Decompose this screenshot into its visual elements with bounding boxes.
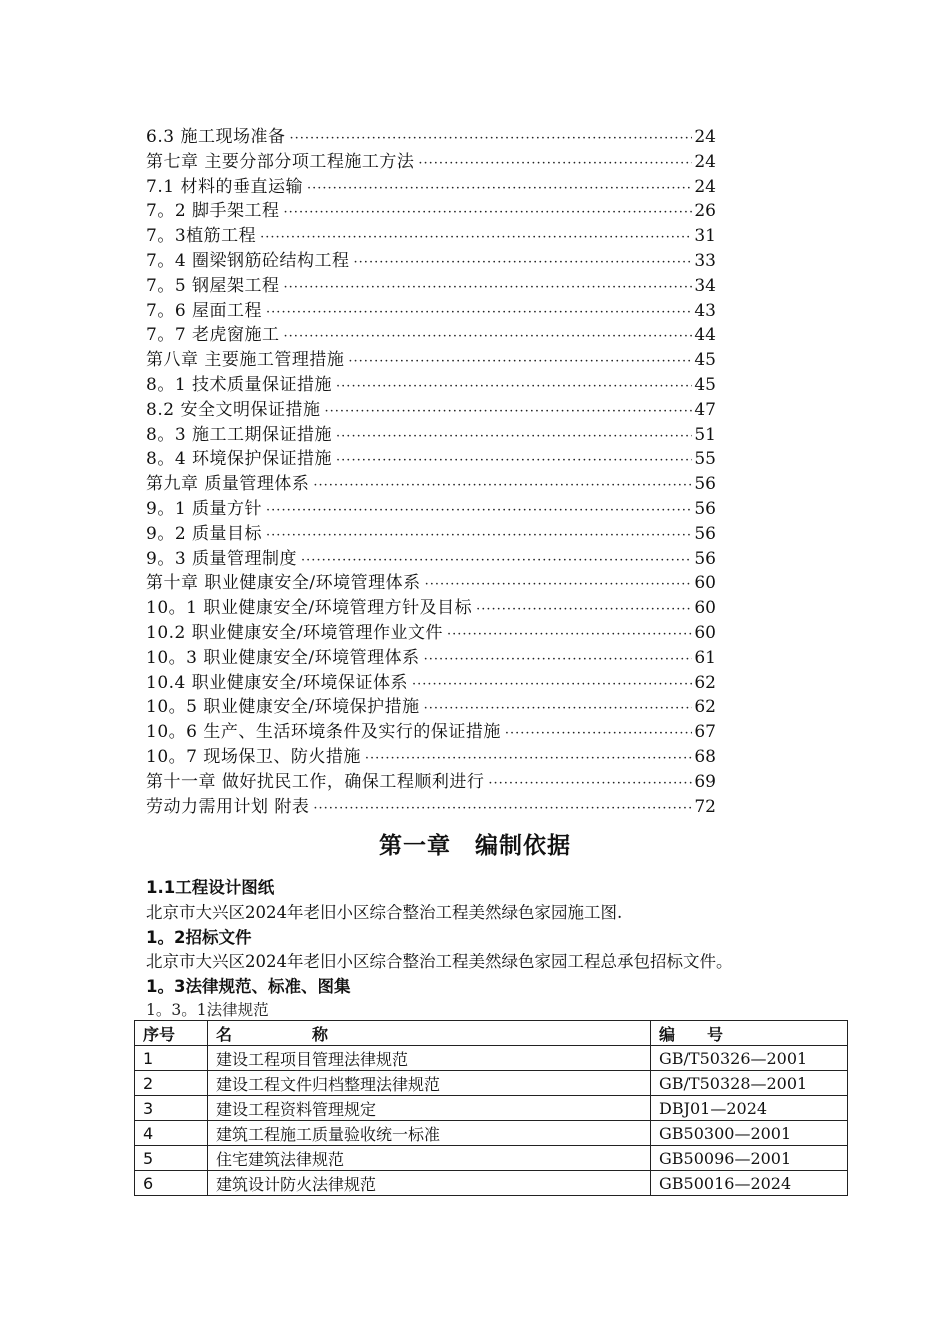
toc-entry: [146, 695, 716, 720]
toc-leader-dots: [260, 226, 692, 251]
toc-entry-page: 62: [694, 697, 716, 718]
row-number: 2: [135, 1071, 208, 1096]
toc-entry-page: 24: [694, 151, 716, 172]
toc-entry: [146, 596, 716, 621]
toc-entry-page: 60: [694, 622, 716, 643]
chapter-title: 第一章 编制依据: [379, 833, 571, 859]
toc-entry-page: 67: [694, 722, 716, 743]
toc-entry-label: 10。1 职业健康安全/环境管理方针及目标: [146, 598, 473, 619]
toc-leader-dots: [424, 697, 693, 722]
toc-entry-label: 9。3 质量管理制度: [146, 548, 298, 569]
toc-leader-dots: [284, 325, 693, 350]
toc-entry: [146, 646, 716, 671]
toc-leader-dots: [307, 177, 692, 202]
header-code: 编 号: [651, 1021, 848, 1046]
subsection-heading-laws: 1。3。1法律规范: [146, 1001, 269, 1019]
toc-entry-label: 7.1 材料的垂直运输: [146, 176, 303, 197]
toc-entry-label: 10.4 职业健康安全/环境保证体系: [146, 672, 408, 693]
toc-entry-page: 26: [694, 201, 716, 222]
toc-entry-label: 第十章 职业健康安全/环境管理体系: [146, 573, 421, 594]
toc-entry-page: 34: [694, 275, 716, 296]
toc-entry: [146, 423, 716, 448]
toc-entry-page: 56: [694, 548, 716, 569]
toc-entry-page: 69: [694, 771, 716, 792]
toc-leader-dots: [336, 375, 692, 400]
toc-entry-page: 60: [694, 598, 716, 619]
toc-entry-label: 8.2 安全文明保证措施: [146, 399, 321, 420]
row-number: 6: [135, 1171, 208, 1196]
toc-entry-label: 6.3 施工现场准备: [146, 127, 286, 147]
toc-leader-dots: [301, 549, 692, 574]
toc-leader-dots: [425, 573, 693, 598]
row-number: 4: [135, 1121, 208, 1146]
table-row: [135, 1146, 848, 1171]
row-code: DBJ01—2024: [651, 1096, 848, 1121]
toc-entry-label: 第七章 主要分部分项工程施工方法: [146, 151, 415, 172]
row-name: 建筑设计防火法律规范: [208, 1171, 651, 1196]
toc-entry: [146, 547, 716, 572]
toc-entry: [146, 522, 716, 547]
row-name: 建设工程文件归档整理法律规范: [208, 1071, 651, 1096]
toc-entry-label: 10。3 职业健康安全/环境管理体系: [146, 647, 420, 668]
toc-entry: [146, 373, 716, 398]
toc-entry-label: 7。7 老虎窗施工: [146, 325, 280, 346]
section-heading-tender-documents: 1。2招标文件: [146, 928, 252, 947]
toc-leader-dots: [289, 127, 692, 152]
toc-entry-label: 7。4 圈梁钢筋砼结构工程: [146, 250, 350, 271]
toc-entry: [146, 472, 716, 497]
toc-entry-page: 56: [694, 474, 716, 495]
toc-leader-dots: [313, 474, 692, 499]
toc-entry-label: 7。2 脚手架工程: [146, 201, 280, 222]
row-code: GB50096—2001: [651, 1146, 848, 1171]
toc-entry-label: 7。6 屋面工程: [146, 300, 263, 321]
toc-entry: [146, 745, 716, 770]
toc-leader-dots: [488, 772, 692, 797]
toc-leader-dots: [336, 425, 692, 450]
row-code: GB50300—2001: [651, 1121, 848, 1146]
toc-entry-page: 56: [694, 498, 716, 519]
toc-entry-page: 33: [694, 250, 716, 271]
toc-entry-page: 61: [694, 647, 716, 668]
toc-leader-dots: [365, 747, 693, 772]
toc-entry: [146, 770, 716, 795]
row-name: 建设工程项目管理法律规范: [208, 1046, 651, 1071]
toc-entry: [146, 125, 716, 150]
toc-entry-page: 47: [694, 399, 716, 420]
toc-entry-label: 8。1 技术质量保证措施: [146, 374, 333, 395]
toc-entry-label: 7。3植筋工程: [146, 226, 257, 247]
toc-entry-page: 72: [694, 796, 716, 817]
toc-leader-dots: [266, 301, 692, 326]
toc-entry: [146, 224, 716, 249]
toc-entry: [146, 795, 716, 820]
toc-leader-dots: [284, 201, 693, 226]
toc-leader-dots: [266, 499, 692, 524]
toc-entry-page: 55: [694, 449, 716, 470]
toc-entry-page: 24: [694, 127, 716, 147]
toc-entry-page: 60: [694, 573, 716, 594]
toc-entry-label: 第八章 主要施工管理措施: [146, 350, 345, 371]
toc-entry-label: 劳动力需用计划 附表: [146, 796, 310, 817]
row-name: 住宅建筑法律规范: [208, 1146, 651, 1171]
toc-entry-page: 43: [694, 300, 716, 321]
toc-entry-label: 第九章 质量管理体系: [146, 474, 310, 495]
toc-leader-dots: [476, 598, 692, 623]
toc-entry: [146, 175, 716, 200]
toc-entry-page: 51: [694, 424, 716, 445]
toc-entry-page: 44: [694, 325, 716, 346]
row-name: 建设工程资料管理规定: [208, 1096, 651, 1121]
header-name: 名 称: [208, 1021, 651, 1046]
toc-entry-page: 62: [694, 672, 716, 693]
toc-entry-label: 7。5 钢屋架工程: [146, 275, 280, 296]
table-of-contents: [146, 125, 716, 819]
toc-entry: [146, 671, 716, 696]
table-row: [135, 1171, 848, 1196]
toc-entry: [146, 571, 716, 596]
toc-leader-dots: [418, 152, 692, 177]
toc-entry: [146, 150, 716, 175]
toc-entry-label: 8。4 环境保护保证措施: [146, 449, 333, 470]
toc-entry-label: 第十一章 做好扰民工作，确保工程顺利进行: [146, 771, 485, 792]
table-row: [135, 1121, 848, 1146]
toc-entry: [146, 447, 716, 472]
row-code: GB/T50326—2001: [651, 1046, 848, 1071]
section-heading-design-drawings: 1.1工程设计图纸: [146, 878, 275, 897]
toc-entry: [146, 720, 716, 745]
toc-entry: [146, 323, 716, 348]
toc-leader-dots: [313, 797, 692, 822]
toc-leader-dots: [324, 400, 692, 425]
toc-entry-page: 56: [694, 523, 716, 544]
toc-entry-page: 45: [694, 374, 716, 395]
row-code: GB50016—2024: [651, 1171, 848, 1196]
section-body-tender-documents: 北京市大兴区2024年老旧小区综合整治工程美然绿色家园工程总承包招标文件。: [146, 952, 733, 971]
row-number: 5: [135, 1146, 208, 1171]
table-row: [135, 1046, 848, 1071]
toc-leader-dots: [354, 251, 693, 276]
toc-leader-dots: [412, 673, 692, 698]
toc-leader-dots: [424, 648, 693, 673]
toc-leader-dots: [447, 623, 692, 648]
toc-entry: [146, 398, 716, 423]
toc-entry-page: 31: [694, 226, 716, 247]
toc-leader-dots: [505, 722, 693, 747]
toc-entry: [146, 249, 716, 274]
table-row: [135, 1096, 848, 1121]
toc-leader-dots: [266, 524, 692, 549]
toc-entry-page: 68: [694, 746, 716, 767]
regulations-table: [134, 1020, 848, 1196]
section-heading-regulations: 1。3法律规范、标准、图集: [146, 977, 351, 996]
toc-entry-label: 10。6 生产、生活环境条件及实行的保证措施: [146, 722, 501, 743]
row-number: 3: [135, 1096, 208, 1121]
section-body-design-drawings: 北京市大兴区2024年老旧小区综合整治工程美然绿色家园施工图.: [146, 903, 623, 922]
toc-entry: [146, 497, 716, 522]
table-header-row: [135, 1021, 848, 1046]
toc-entry-label: 10。7 现场保卫、防火措施: [146, 746, 361, 767]
toc-entry: [146, 274, 716, 299]
toc-entry: [146, 621, 716, 646]
toc-entry: [146, 299, 716, 324]
toc-entry-page: 45: [694, 350, 716, 371]
header-serial-number: 序号: [135, 1021, 208, 1046]
toc-entry-page: 24: [694, 176, 716, 197]
toc-entry-label: 9。1 质量方针: [146, 498, 263, 519]
toc-entry-label: 10.2 职业健康安全/环境管理作业文件: [146, 622, 443, 643]
toc-entry: [146, 199, 716, 224]
table-row: [135, 1071, 848, 1096]
row-number: 1: [135, 1046, 208, 1071]
toc-entry-label: 8。3 施工工期保证措施: [146, 424, 333, 445]
toc-entry-label: 10。5 职业健康安全/环境保护措施: [146, 697, 420, 718]
toc-entry-label: 9。2 质量目标: [146, 523, 263, 544]
toc-entry: [146, 348, 716, 373]
row-code: GB/T50328—2001: [651, 1071, 848, 1096]
row-name: 建筑工程施工质量验收统一标准: [208, 1121, 651, 1146]
toc-leader-dots: [348, 350, 692, 375]
toc-leader-dots: [284, 276, 693, 301]
toc-leader-dots: [336, 449, 692, 474]
